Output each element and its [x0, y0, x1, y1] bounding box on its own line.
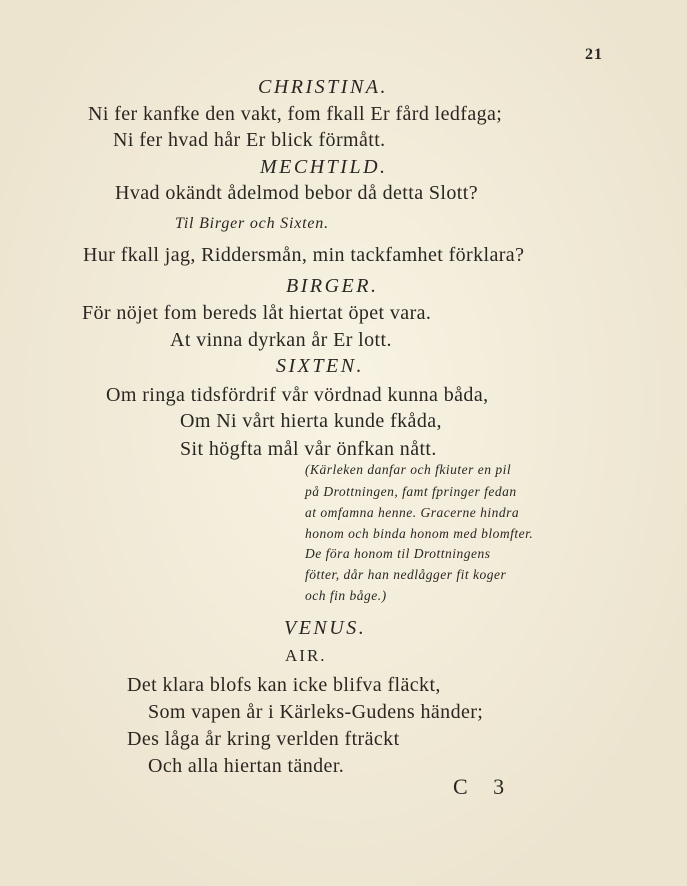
stage-direction-line-1: (Kärleken danfar och fkiuter en pil [305, 462, 512, 477]
speaker-mechtild: MECHTILD. [260, 156, 388, 178]
verse-line-3: Hvad okändt ådelmod bebor då detta Slott? [115, 182, 478, 204]
page-number: 21 [585, 46, 603, 63]
speaker-birger: BIRGER. [286, 275, 379, 297]
verse-line-1: Ni fer kanfke den vakt, fom fkall Er fård ledfaga; [88, 103, 503, 125]
verse-line-9: Sit högfta mål vår önfkan nått. [180, 438, 437, 460]
verse-line-8: Om Ni vårt hierta kunde fkåda, [180, 410, 442, 432]
air-label: AIR. [285, 646, 327, 665]
verse-line-5: För nöjet fom bereds låt hiertat öpet vara. [82, 302, 432, 324]
verse-line-2: Ni fer hvad hår Er blick förmått. [113, 129, 386, 151]
stage-direction-line-4: honom och binda honom med blomfter. [305, 526, 534, 541]
stage-direction-to-birger-sixten: Til Birger och Sixten. [175, 215, 329, 232]
speaker-sixten: SIXTEN. [276, 355, 365, 377]
speaker-venus: VENUS. [284, 617, 367, 639]
verse-line-12: Des låga år kring verlden fträckt [127, 728, 400, 750]
stage-direction-line-7: och fin båge.) [305, 588, 387, 603]
verse-line-4: Hur fkall jag, Riddersmån, min tackfamhet förklara? [83, 244, 525, 266]
stage-direction-line-2: på Drottningen, famt fpringer fedan [305, 484, 517, 499]
verse-line-11: Som vapen år i Kärleks-Gudens händer; [148, 701, 484, 723]
verse-line-10: Det klara blofs kan icke blifva fläckt, [127, 674, 441, 696]
verse-line-6: At vinna dyrkan år Er lott. [170, 329, 392, 351]
speaker-christina: CHRISTINA. [258, 76, 388, 98]
signature-mark: C 3 [453, 774, 515, 799]
verse-line-7: Om ringa tidsfördrif vår vördnad kunna båda, [106, 384, 489, 406]
stage-direction-line-5: De föra honom til Drottningens [305, 546, 491, 561]
stage-direction-line-3: at omfamna henne. Gracerne hindra [305, 505, 520, 520]
stage-direction-line-6: fötter, dår han nedlågger fit koger [305, 567, 507, 582]
verse-line-13: Och alla hiertan tänder. [148, 755, 345, 777]
